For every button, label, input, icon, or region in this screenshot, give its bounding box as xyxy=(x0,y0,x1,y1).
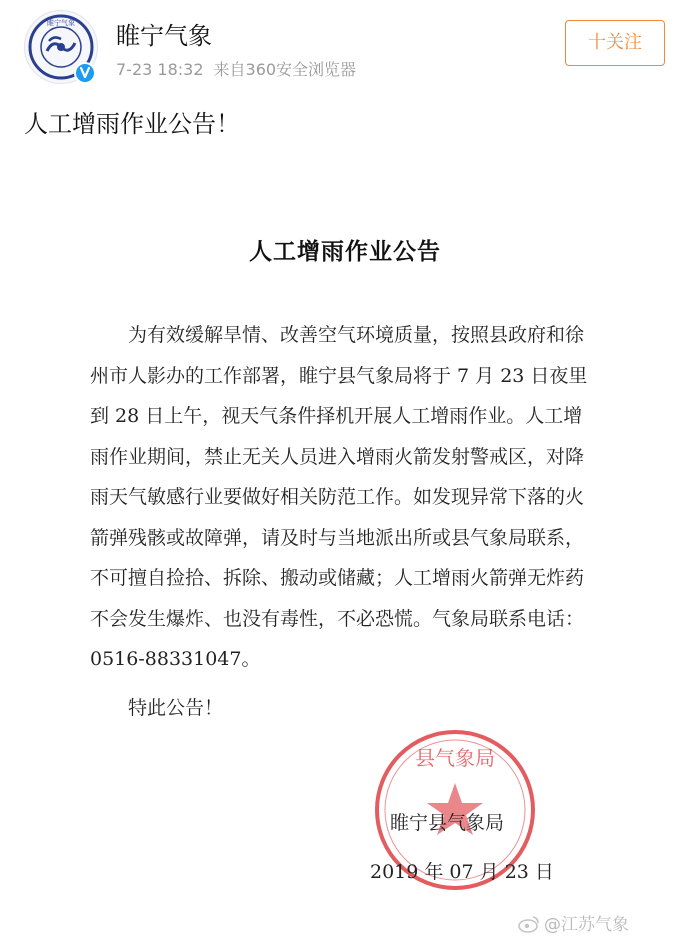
weibo-icon xyxy=(518,915,540,933)
account-name[interactable]: 睢宁气象 xyxy=(116,22,212,50)
post-source: 来自360安全浏览器 xyxy=(213,60,357,79)
follow-button[interactable]: 十关注 xyxy=(565,20,665,66)
weibo-watermark xyxy=(518,910,629,935)
body-line: 到 28 日上午，视天气条件择机开展人工增雨作业。人工增 xyxy=(90,405,583,427)
body-line: 雨作业期间，禁止无关人员进入增雨火箭发射警戒区，对降 xyxy=(90,445,585,468)
body-line: 不会发生爆炸、也没有毒性，不必恐慌。气象局联系电话： xyxy=(90,607,585,630)
watermark-text: @江苏气象 xyxy=(544,915,629,935)
document-closing: 特此公告！ xyxy=(128,697,224,719)
issuing-organization: 睢宁县气象局 xyxy=(390,812,505,834)
verified-badge-icon xyxy=(74,62,96,84)
body-line: 不可擅自捡拾、拆除、搬动或储藏；人工增雨火箭弹无炸药 xyxy=(90,567,585,589)
body-line: 0516-88331047。 xyxy=(90,648,261,670)
document-body xyxy=(90,315,630,680)
issue-date: 2019 年 07 月 23 日 xyxy=(370,861,554,883)
seal-text: 县气象局 xyxy=(415,746,495,770)
document-title: 人工增雨作业公告 xyxy=(249,239,441,265)
body-line: 州市人影办的工作部署，睢宁县气象局将于 7 月 23 日夜里 xyxy=(90,364,588,387)
post-text: 人工增雨作业公告！ xyxy=(24,110,240,138)
avatar-logo-text: 睢宁气象 xyxy=(47,19,75,27)
post-timestamp: 7-23 18:32 xyxy=(116,60,204,79)
post-meta xyxy=(116,57,356,80)
body-line: 雨天气敏感行业要做好相关防范工作。如发现异常下落的火 xyxy=(90,486,585,508)
announcement-document-image[interactable] xyxy=(30,165,660,905)
body-line: 箭弹残骸或故障弹，请及时与当地派出所或县气象局联系， xyxy=(90,526,585,549)
body-line: 为有效缓解旱情、改善空气环境质量，按照县政府和徐 xyxy=(128,324,585,346)
post-header xyxy=(0,0,690,100)
